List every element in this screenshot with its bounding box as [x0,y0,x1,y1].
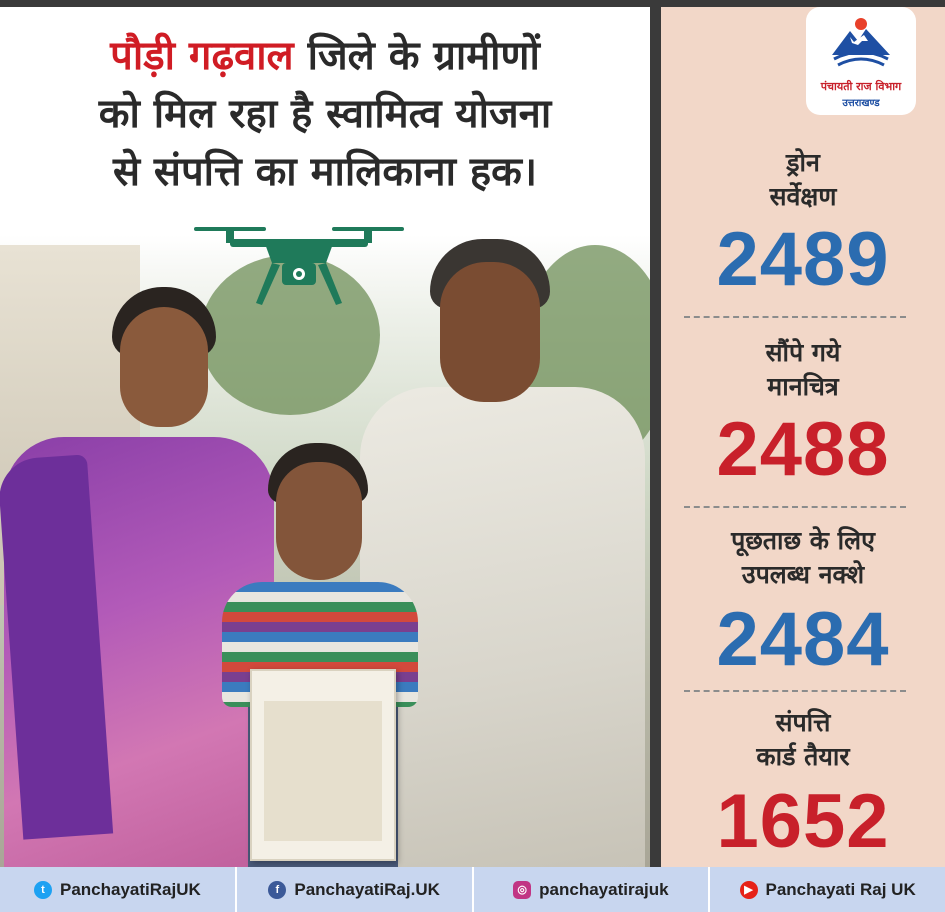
facebook-link[interactable] [237,867,474,912]
headline-line-1-rest: जिले के ग्रामीणों [293,33,540,79]
property-card [250,669,396,861]
man-face [440,262,540,402]
logo-title: पंचायती राज विभाग [820,80,902,93]
facebook-icon: f [268,881,286,899]
instagram-icon: ◎ [513,881,531,899]
headline-line-2: को मिल रहा है स्वामित्व योजना [98,91,552,137]
top-border [0,0,945,7]
stat-label: उपलब्ध नक्शे [741,560,865,589]
stat-value-drone-survey: 2489 [716,217,890,302]
youtube-icon: ▶ [740,881,758,899]
stat-value-property-cards: 1652 [716,779,890,864]
panel-divider [650,0,661,867]
stat-label: मानचित्र [767,372,839,401]
stat-label: पूछताछ के लिए [731,526,875,555]
headline [20,27,630,201]
stat-divider [684,316,906,318]
twitter-handle: PanchayatiRajUK [59,879,201,899]
woman-face [120,307,208,427]
youtube-link[interactable] [710,867,945,912]
stat-label: सर्वेक्षण [769,182,837,211]
left-panel [0,7,650,867]
property-card-photo [264,701,382,841]
stat-divider [684,690,906,692]
twitter-icon: t [34,881,52,899]
department-logo [806,7,916,115]
logo-subtitle: उत्तराखण्ड [842,98,880,109]
stat-value-maps-available: 2484 [716,597,890,682]
stat-label: ड्रोन [786,148,820,177]
facebook-handle: PanchayatiRaj.UK [294,879,440,899]
headline-line-3: से संपत्ति का मालिकाना हक। [112,149,538,195]
social-footer [0,867,945,912]
stat-divider [684,506,906,508]
instagram-link[interactable] [474,867,711,912]
youtube-handle: Panchayati Raj UK [765,879,916,899]
boy-face [276,462,362,580]
stat-label: संपत्ति [775,708,831,737]
stat-value-maps-handed: 2488 [716,407,890,492]
stat-label: कार्ड तैयार [756,742,850,771]
mountain-emblem-icon [828,15,894,71]
drone-icon [194,219,404,309]
headline-highlight: पौड़ी गढ़वाल [110,33,294,79]
instagram-handle: panchayatirajuk [539,879,669,899]
stat-label: सौंपे गये [765,338,841,367]
twitter-link[interactable] [0,867,237,912]
headline-line-1 [20,27,630,85]
